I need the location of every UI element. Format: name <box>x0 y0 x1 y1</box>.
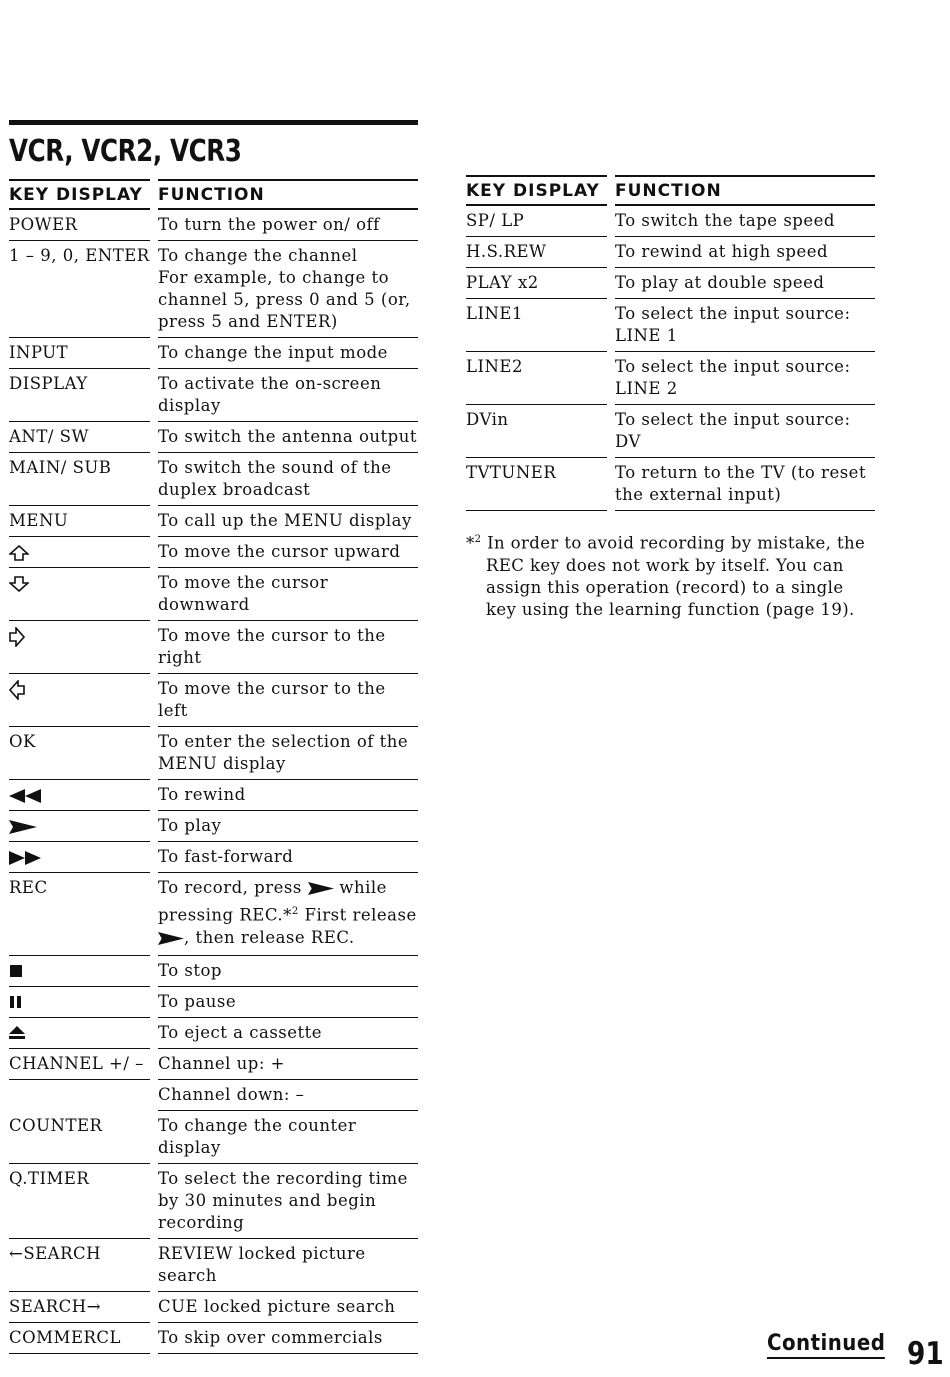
arrow-left-icon <box>9 680 25 700</box>
key-display-cell: MAIN/ SUB <box>9 453 150 506</box>
left-column <box>9 120 418 1354</box>
function-cell: To change the channel For example, to change to channel 5, press 0 and 5 (or, press 5 and ENTER) <box>158 241 418 338</box>
function-cell: To change the input mode <box>158 338 418 369</box>
function-text: First release <box>298 905 417 925</box>
function-cell: To play at double speed <box>615 268 875 299</box>
function-text: To record, press <box>158 878 308 897</box>
function-cell: To stop <box>158 956 418 987</box>
key-display-cell: LINE1 <box>466 299 607 352</box>
table-row <box>9 873 418 956</box>
header-function: FUNCTION <box>615 175 875 206</box>
play-icon <box>308 879 334 901</box>
arrow-right-icon <box>9 627 25 647</box>
function-cell: To play <box>158 811 418 842</box>
table-row <box>9 1292 418 1323</box>
function-cell: To return to the TV (to reset the external input) <box>615 458 875 511</box>
function-cell: To rewind at high speed <box>615 237 875 268</box>
table-row <box>9 568 418 621</box>
key-display-cell <box>9 780 150 811</box>
key-display-cell: SP/ LP <box>466 206 607 237</box>
function-cell: To move the cursor downward <box>158 568 418 621</box>
table-header <box>466 175 875 206</box>
right-table-body <box>466 206 875 511</box>
table-row <box>9 1080 418 1111</box>
table-row <box>466 299 875 352</box>
key-display-cell: MENU <box>9 506 150 537</box>
function-cell: To call up the MENU display <box>158 506 418 537</box>
table-row <box>466 237 875 268</box>
play-icon <box>9 820 37 834</box>
function-cell: Channel up: + <box>158 1049 418 1080</box>
page-number: 91 <box>907 1336 944 1372</box>
key-display-cell: CHANNEL +/ – <box>9 1049 150 1080</box>
stop-icon <box>9 964 23 978</box>
table-row <box>9 1018 418 1049</box>
table-row <box>9 338 418 369</box>
table-row <box>9 1049 418 1080</box>
table-row <box>9 956 418 987</box>
function-cell: To turn the power on/ off <box>158 210 418 241</box>
key-display-cell: COMMERCL <box>9 1323 150 1354</box>
function-cell <box>158 873 418 956</box>
function-cell: To select the input source: DV <box>615 405 875 458</box>
play-icon <box>158 929 184 951</box>
key-display-cell <box>9 674 150 727</box>
key-display-cell: DVin <box>466 405 607 458</box>
arrow-up-icon <box>9 545 29 561</box>
function-cell: To pause <box>158 987 418 1018</box>
table-row <box>9 369 418 422</box>
key-display-cell <box>9 811 150 842</box>
key-display-cell: PLAY x2 <box>466 268 607 299</box>
header-key-display: KEY DISPLAY <box>466 175 607 206</box>
right-column <box>466 175 875 621</box>
table-row <box>9 674 418 727</box>
key-display-cell <box>9 987 150 1018</box>
key-display-cell: LINE2 <box>466 352 607 405</box>
function-text: , then release REC. <box>184 927 355 947</box>
eject-icon <box>9 1026 25 1040</box>
function-cell: Channel down: – <box>158 1080 418 1111</box>
function-cell: To switch the sound of the duplex broadcast <box>158 453 418 506</box>
table-row <box>9 1323 418 1354</box>
function-cell: To select the recording time by 30 minutes and begin recording <box>158 1164 418 1239</box>
header-function: FUNCTION <box>158 179 418 210</box>
key-display-cell <box>9 537 150 568</box>
key-display-cell: SEARCH→ <box>9 1292 150 1323</box>
key-display-cell <box>9 568 150 621</box>
table-row <box>466 268 875 299</box>
function-cell: To switch the tape speed <box>615 206 875 237</box>
table-row <box>9 1164 418 1239</box>
key-display-cell: POWER <box>9 210 150 241</box>
function-cell: CUE locked picture search <box>158 1292 418 1323</box>
key-display-cell: INPUT <box>9 338 150 369</box>
function-cell: To select the input source: LINE 1 <box>615 299 875 352</box>
key-display-cell: ANT/ SW <box>9 422 150 453</box>
table-row <box>9 210 418 241</box>
table-row <box>466 206 875 237</box>
header-key-display: KEY DISPLAY <box>9 179 150 210</box>
table-row <box>466 458 875 511</box>
continued-label: Continued <box>767 1331 885 1359</box>
function-cell: To move the cursor to the right <box>158 621 418 674</box>
key-display-cell: H.S.REW <box>466 237 607 268</box>
key-display-cell: 1 – 9, 0, ENTER <box>9 241 150 338</box>
function-cell: To select the input source: LINE 2 <box>615 352 875 405</box>
function-cell: To enter the selection of the MENU display <box>158 727 418 780</box>
table-row <box>9 811 418 842</box>
left-table-body <box>9 210 418 1354</box>
function-cell: To fast-forward <box>158 842 418 873</box>
key-display-cell: REC <box>9 873 150 956</box>
function-cell: To activate the on-screen display <box>158 369 418 422</box>
key-display-cell: Q.TIMER <box>9 1164 150 1239</box>
table-row <box>9 241 418 338</box>
table-header <box>9 179 418 210</box>
key-display-cell: ←SEARCH <box>9 1239 150 1292</box>
key-display-cell <box>9 1080 150 1111</box>
table-row <box>9 842 418 873</box>
key-display-cell <box>9 621 150 674</box>
fast-forward-icon <box>9 851 41 865</box>
table-row <box>9 780 418 811</box>
table-row <box>466 352 875 405</box>
table-row <box>9 1239 418 1292</box>
pause-icon <box>9 995 23 1009</box>
key-display-cell <box>9 956 150 987</box>
table-row <box>9 453 418 506</box>
table-row <box>9 621 418 674</box>
footnote-ref: 2 <box>291 906 299 917</box>
function-cell: To switch the antenna output <box>158 422 418 453</box>
key-display-cell: DISPLAY <box>9 369 150 422</box>
function-cell: To skip over commercials <box>158 1323 418 1354</box>
table-row <box>466 405 875 458</box>
rewind-icon <box>9 789 41 803</box>
function-text: while pressing REC.* <box>158 878 387 925</box>
table-row <box>9 422 418 453</box>
function-cell: To move the cursor upward <box>158 537 418 568</box>
function-cell: To change the counter display <box>158 1111 418 1164</box>
key-display-cell: OK <box>9 727 150 780</box>
section-title: VCR, VCR2, VCR3 <box>9 134 242 169</box>
table-row <box>9 987 418 1018</box>
table-row <box>9 1111 418 1164</box>
function-cell: To rewind <box>158 780 418 811</box>
key-display-cell: TVTUNER <box>466 458 607 511</box>
function-cell: To move the cursor to the left <box>158 674 418 727</box>
table-row <box>9 727 418 780</box>
table-row <box>9 506 418 537</box>
function-cell: REVIEW locked picture search <box>158 1239 418 1292</box>
key-display-cell: COUNTER <box>9 1111 150 1164</box>
function-cell: To eject a cassette <box>158 1018 418 1049</box>
key-display-cell <box>9 1018 150 1049</box>
arrow-down-icon <box>9 576 29 592</box>
key-display-cell <box>9 842 150 873</box>
footnote: *$^2$ In order to avoid recording by mistake, the REC key does not work by itself. You can assign this operation (record) to a single key using the learning function (page 19). <box>466 533 866 619</box>
table-row <box>9 537 418 568</box>
